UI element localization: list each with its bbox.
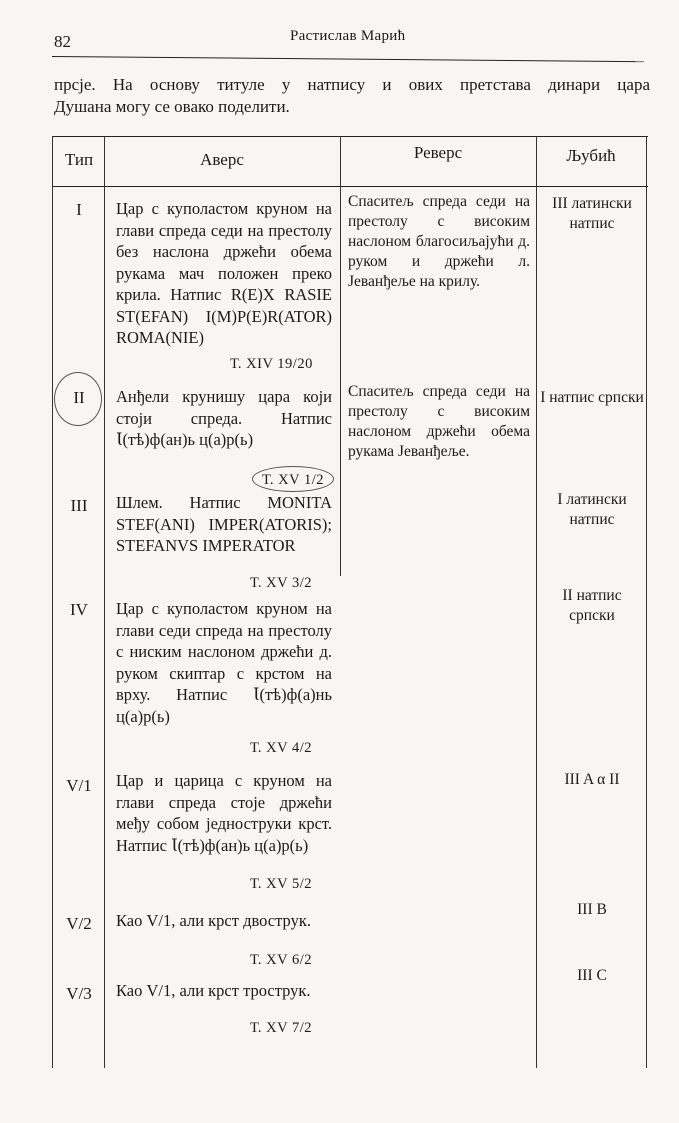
row-5-plate-ref: Т. XV 5/2	[250, 876, 312, 892]
row-6-lyubic: III B	[577, 901, 607, 918]
intro-paragraph	[54, 74, 650, 118]
row-7-lyubic: III C	[577, 967, 607, 984]
intro-line-1: прсје. На основу титуле у натпису и ових претстава динари цара	[54, 75, 650, 94]
header-lyubic: Љубић	[566, 146, 616, 165]
row-3-plate-ref: Т. XV 3/2	[250, 575, 312, 591]
row-5-lyubic: III A α II	[564, 771, 620, 788]
row-1-plate-ref: Т. XIV 19/20	[230, 356, 313, 372]
row-1-obverse: Цар с куполастом круном на глави спреда седи на престолу без наслона држећи обема рукама мач положен преко крила. Натпис R(E)X RASIE ST(EFAN) I(M)P(E)R(ATOR) ROMA(NIE)	[116, 199, 332, 347]
row-4-type: IV	[70, 600, 88, 619]
row-1-type: I	[76, 200, 82, 219]
row-4-obverse: Цар с куполастом круном на глави седи спреда на престолу с ниским наслоном држећи д. руком скиптар с крстом на врху. Натпис Ꙇ(тѣ)ф(а)нь ц(а)р(ь)	[116, 599, 332, 726]
row-1-reverse: Спаситељ спреда седи на престолу с високим наслоном благосиљајући д. руком и држећи л. Јеванђеље на крилу.	[348, 193, 530, 290]
row-3-obverse: Шлем. Натпис MONITA STEF(ANI) IMPER(ATORIS); STEFANVS IMPERATOR	[116, 493, 332, 555]
row-2-type: II	[73, 388, 85, 407]
header-reverse: Реверс	[413, 143, 463, 162]
row-3-lyubic: I латински натпис	[557, 491, 627, 528]
row-5-type: V/1	[66, 776, 92, 795]
table-header-rule	[52, 186, 648, 187]
row-4-lyubic: II натпис српски	[562, 587, 622, 624]
row-6-obverse: Као V/1, али крст двострук.	[116, 911, 311, 930]
row-6-plate-ref: Т. XV 6/2	[250, 952, 312, 968]
row-2-plate-ref: Т. XV 1/2	[262, 472, 324, 488]
header-type: Тип	[64, 150, 94, 169]
column-divider-obverse	[340, 136, 341, 576]
table-left-border	[52, 136, 53, 1068]
row-6-type: V/2	[66, 914, 92, 933]
header-obverse: Аверс	[200, 150, 244, 169]
header-rule	[52, 56, 644, 62]
table-top-rule	[52, 136, 648, 137]
table-right-border	[646, 136, 647, 1068]
row-2-lyubic: I натпис српски	[540, 389, 644, 406]
column-divider-reverse	[536, 136, 537, 1068]
row-3-type: III	[70, 496, 88, 515]
row-1-lyubic: III латински натпис	[552, 195, 632, 232]
row-2-obverse: Анђели крунишу цара који стоји спреда. Натпис Ꙇ(тѣ)ф(ан)ь ц(а)р(ь)	[116, 387, 332, 449]
row-7-obverse: Као V/1, али крст трострук.	[116, 981, 311, 1000]
column-divider-type	[104, 136, 105, 1068]
intro-line-2: Душана могу се овако поделити.	[54, 97, 290, 116]
row-7-plate-ref: Т. XV 7/2	[250, 1020, 312, 1036]
row-7-type: V/3	[66, 984, 92, 1003]
row-4-plate-ref: Т. XV 4/2	[250, 740, 312, 756]
row-2-reverse: Спаситељ спреда седи на престолу с високим наслоном држећи обема рукама Јеванђеље.	[348, 383, 530, 460]
page-number: 82	[54, 32, 71, 51]
running-title: Растислав Марић	[290, 28, 406, 44]
row-5-obverse: Цар и царица с круном на глави спреда стоје држећи међу собом једноструки крст. Натпис Ꙇ(тѣ)ф(ан)ь ц(а)р(ь)	[116, 771, 332, 855]
